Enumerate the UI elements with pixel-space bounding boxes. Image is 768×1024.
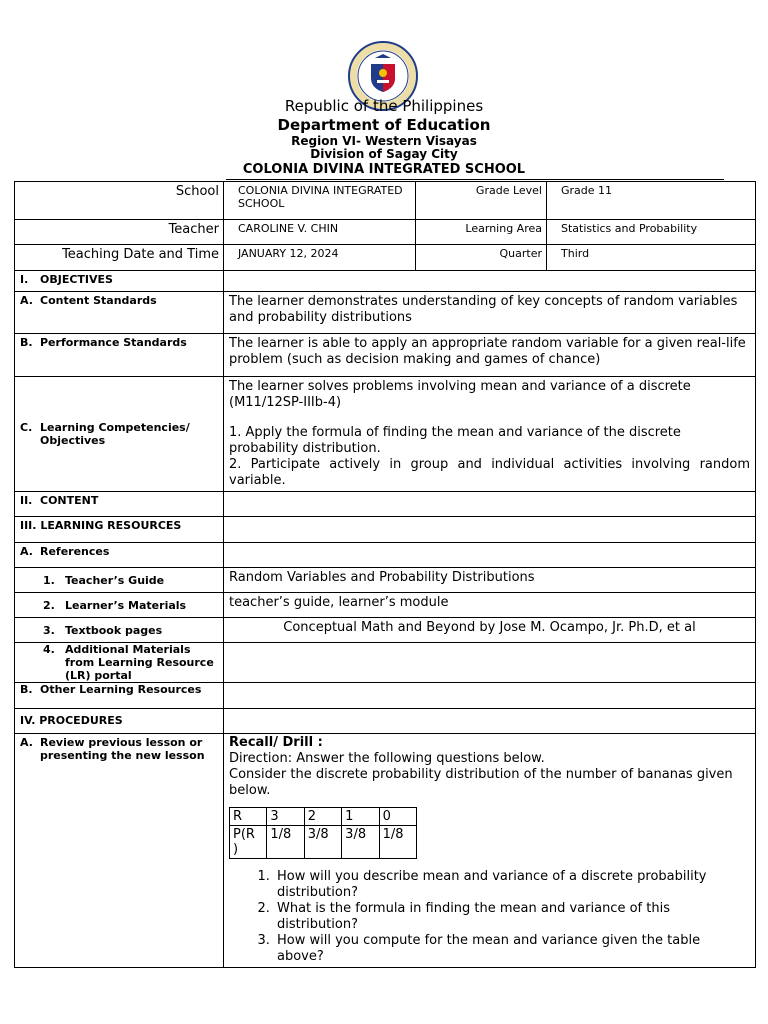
date-label: Teaching Date and Time xyxy=(15,245,224,271)
table-cell: 1/8 xyxy=(267,826,304,859)
date-value: JANUARY 12, 2024 xyxy=(224,245,416,271)
table-row xyxy=(15,517,756,543)
teacher-value: CAROLINE V. CHIN xyxy=(224,220,416,245)
teachers-guide-text: Random Variables and Probability Distributions xyxy=(224,568,756,593)
quarter-label: Quarter xyxy=(416,245,547,271)
direction-text: Direction: Answer the following questions below. xyxy=(229,751,545,766)
probability-table xyxy=(229,807,417,859)
school-label: School xyxy=(15,182,224,220)
competency-objective-1: 1. Apply the formula of finding the mean and variance of the discrete probability distribution. xyxy=(229,425,681,456)
table-cell: 3/8 xyxy=(304,826,341,859)
performance-standards-text: The learner is able to apply an appropriate random variable for a given real-life problem (such as decision making and games of chance) xyxy=(224,334,756,377)
header-divider xyxy=(226,179,724,180)
content-label: II. CONTENT xyxy=(15,492,224,517)
competencies-label: C. Learning Competencies/ Objectives xyxy=(15,377,224,492)
table-row xyxy=(15,618,756,643)
procedures-label: IV. PROCEDURES xyxy=(15,709,224,734)
competency-objective-2: 2. Participate actively in group and individual activities involving random variable. xyxy=(229,457,750,488)
info-table xyxy=(14,181,756,271)
lesson-plan-table xyxy=(14,270,756,968)
textbook-pages-label: 3. Textbook pages xyxy=(15,618,224,643)
table-row xyxy=(15,683,756,709)
table-cell: 3/8 xyxy=(342,826,379,859)
content-standards-label: A. Content Standards xyxy=(15,292,224,334)
additional-materials-label: 4. Additional Materials from Learning Resource (LR) portal xyxy=(15,643,224,683)
table-row xyxy=(15,568,756,593)
table-cell: 3 xyxy=(267,808,304,826)
question-list xyxy=(229,869,750,965)
table-row xyxy=(15,334,756,377)
list-item: 2. What is the formula in finding the mean and variance of this distribution? xyxy=(274,901,750,933)
region-heading: Region VI- Western Visayas xyxy=(291,134,477,148)
republic-heading: Republic of the Philippines xyxy=(284,97,484,115)
table-row xyxy=(15,734,756,968)
table-cell: P(R ) xyxy=(230,826,267,859)
school-heading: COLONIA DIVINA INTEGRATED SCHOOL xyxy=(242,162,526,177)
table-cell: 0 xyxy=(379,808,416,826)
textbook-pages-text: Conceptual Math and Beyond by Jose M. Ocampo, Jr. Ph.D, et al xyxy=(224,618,756,643)
learning-resources-label: III. LEARNING RESOURCES xyxy=(15,517,224,543)
table-cell: 2 xyxy=(304,808,341,826)
recall-heading: Recall/ Drill : xyxy=(229,735,323,750)
table-cell: 1/8 xyxy=(379,826,416,859)
objectives-cell: I. OBJECTIVES xyxy=(15,271,224,292)
review-content xyxy=(224,734,756,968)
department-heading: Department of Education xyxy=(277,116,491,134)
teachers-guide-label: 1. Teacher’s Guide xyxy=(15,568,224,593)
list-item: 3. How will you compute for the mean and variance given the table above? xyxy=(274,933,750,965)
learners-materials-label: 2. Learner’s Materials xyxy=(15,593,224,618)
table-row xyxy=(15,377,756,492)
other-resources-label: B. Other Learning Resources xyxy=(15,683,224,709)
quarter-value: Third xyxy=(547,245,756,271)
table-cell: 1 xyxy=(342,808,379,826)
table-row xyxy=(15,492,756,517)
performance-standards-label: B. Performance Standards xyxy=(15,334,224,377)
table-row xyxy=(15,643,756,683)
table-row xyxy=(15,292,756,334)
learning-area-value: Statistics and Probability xyxy=(547,220,756,245)
grade-level-label: Grade Level xyxy=(416,182,547,220)
learners-materials-text: teacher’s guide, learner’s module xyxy=(224,593,756,618)
competencies-text xyxy=(224,377,756,492)
table-cell: R xyxy=(230,808,267,826)
table-row xyxy=(15,593,756,618)
table-row xyxy=(15,543,756,568)
teacher-label: Teacher xyxy=(15,220,224,245)
review-label: A. Review previous lesson or presenting the new lesson xyxy=(15,734,224,968)
content-standards-text: The learner demonstrates understanding of key concepts of random variables and probability distributions xyxy=(224,292,756,334)
learning-area-label: Learning Area xyxy=(416,220,547,245)
table-row xyxy=(15,709,756,734)
table-row xyxy=(15,271,756,292)
division-heading: Division of Sagay City xyxy=(310,147,458,161)
references-label: A. References xyxy=(15,543,224,568)
grade-level-value: Grade 11 xyxy=(547,182,756,220)
school-value: COLONIA DIVINA INTEGRATED SCHOOL xyxy=(224,182,416,220)
consider-text: Consider the discrete probability distribution of the number of bananas given below. xyxy=(229,767,733,798)
list-item: 1. How will you describe mean and variance of a discrete probability distribution? xyxy=(274,869,750,901)
competency-intro: The learner solves problems involving mean and variance of a discrete (M11/12SP-IIIb-4) xyxy=(229,379,691,410)
